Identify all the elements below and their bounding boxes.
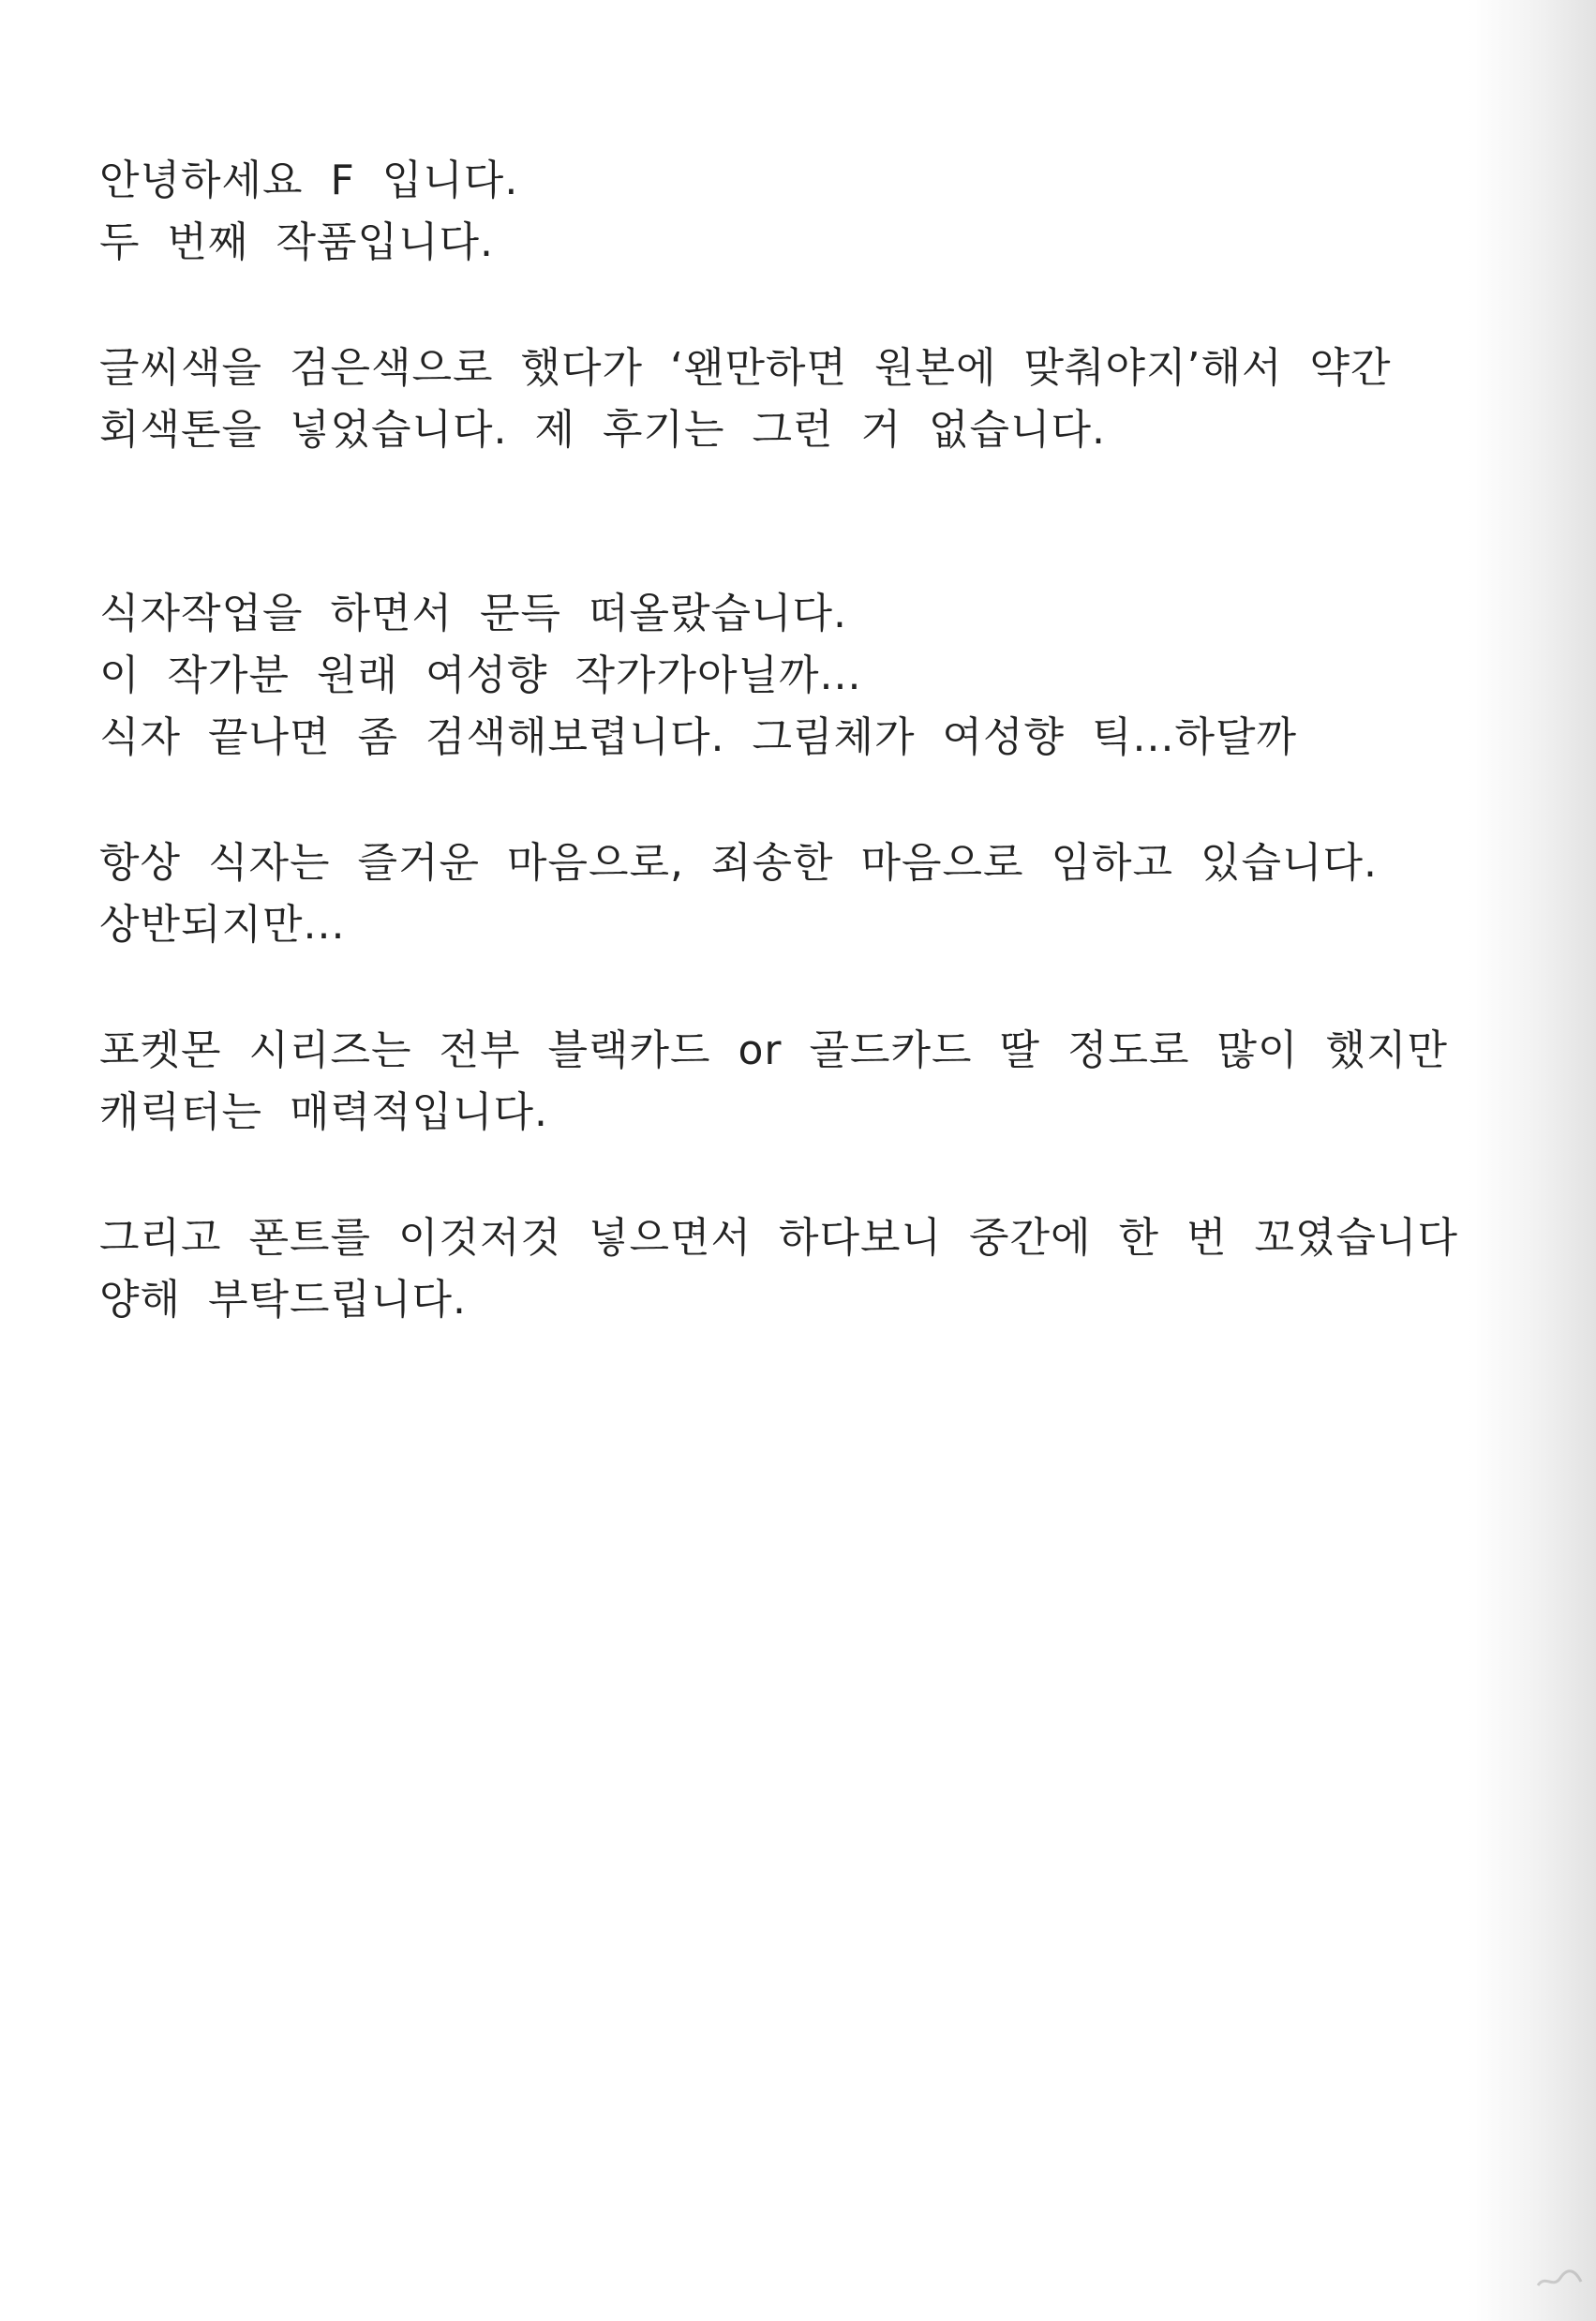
paragraph-font-color xyxy=(99,337,1505,461)
paragraph-pokemon xyxy=(99,1020,1505,1144)
text-line: 안녕하세요 F 입니다. xyxy=(99,157,519,204)
text-line: 캐릭터는 매력적입니다. xyxy=(99,1088,549,1136)
afterword-text xyxy=(99,150,1505,1395)
text-line: 그리고 폰트를 이것저것 넣으면서 하다보니 중간에 한 번 꼬였습니다 xyxy=(99,1214,1458,1262)
paragraph-author-thoughts xyxy=(99,583,1505,769)
text-line: 글씨색을 검은색으로 했다가 ‘왠만하면 원본에 맞춰야지’해서 약간 xyxy=(99,344,1392,392)
text-line: 회색톤을 넣었습니다. 제 후기는 그런 거 없습니다. xyxy=(99,406,1106,454)
text-line: 식자 끝나면 좀 검색해보렵니다. 그림체가 여성향 틱...하달까 xyxy=(99,713,1297,761)
text-line: 양해 부탁드립니다. xyxy=(99,1276,468,1324)
text-line: 이 작가분 원래 여성향 작가가아닐까... xyxy=(99,651,862,699)
text-line: 항상 식자는 즐거운 마음으로, 죄송한 마음으로 임하고 있습니다. xyxy=(99,839,1378,887)
text-line: 포켓몬 시리즈는 전부 블랙카드 or 골드카드 딸 정도로 많이 했지만 xyxy=(99,1026,1448,1074)
text-line: 두 번째 작품입니다. xyxy=(99,218,494,266)
paragraph-typesetting-mood xyxy=(99,832,1505,956)
scan-smudge-mark xyxy=(1534,2265,1585,2293)
paragraph-font-apology xyxy=(99,1207,1505,1331)
text-line: 식자작업을 하면서 문득 떠올랐습니다. xyxy=(99,590,848,637)
paragraph-greeting xyxy=(99,150,1505,274)
text-line: 상반되지만... xyxy=(99,901,346,949)
